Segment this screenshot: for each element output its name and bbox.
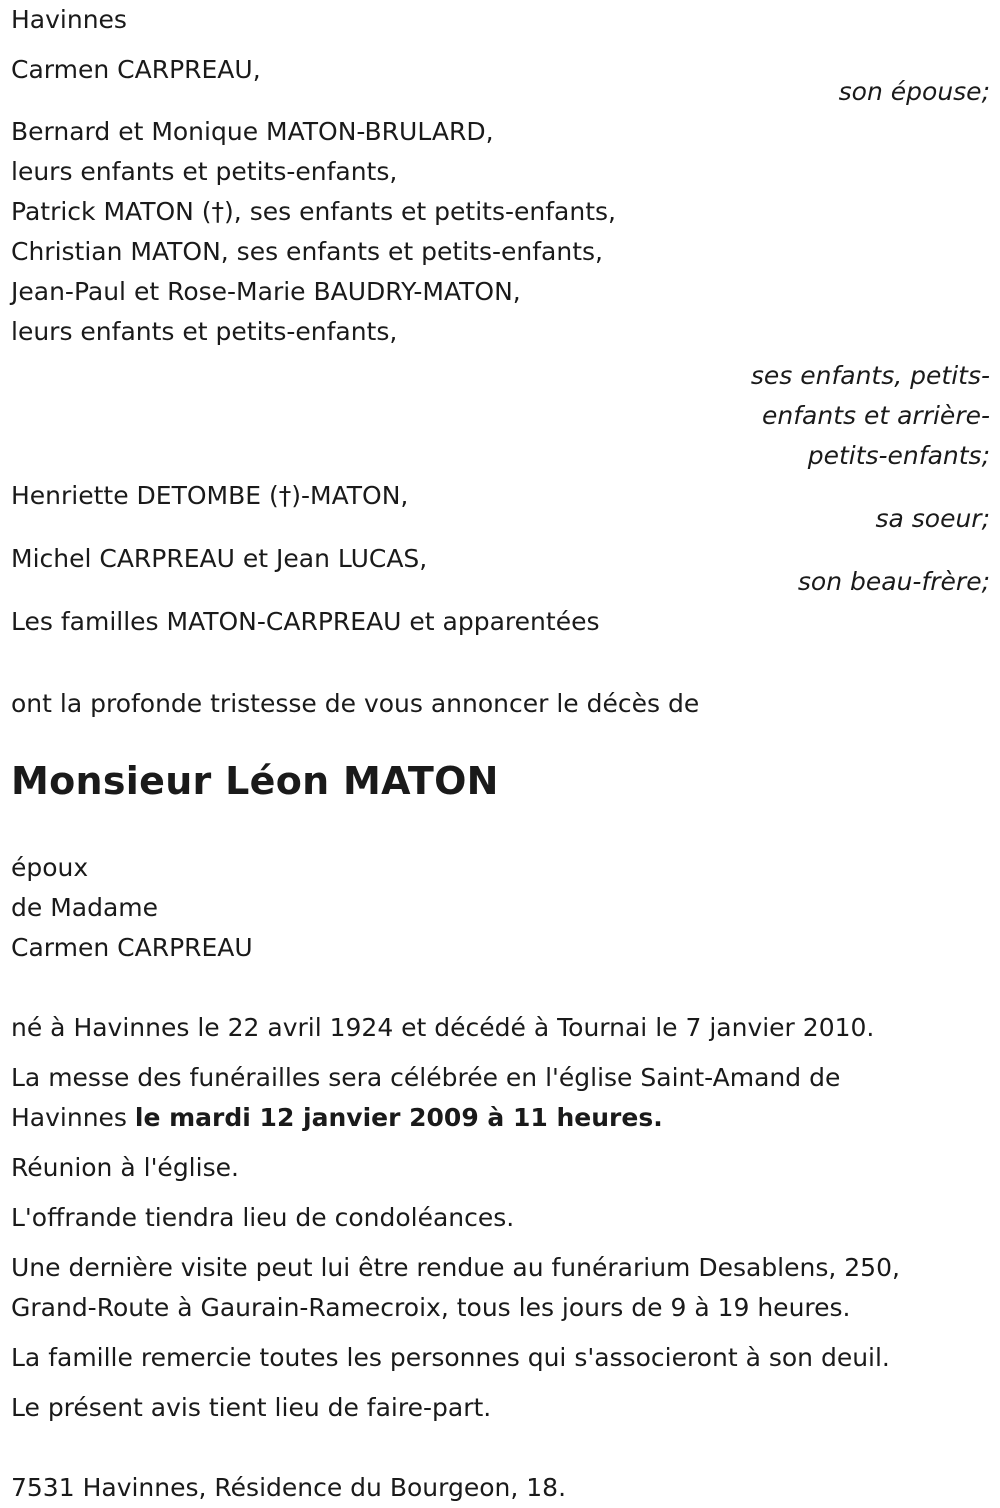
family-role: son épouse; (838, 77, 990, 106)
family-group-children (11, 112, 990, 476)
funeral-line (11, 1098, 990, 1138)
spouse-line: époux (11, 853, 89, 882)
family-line: leurs enfants et petits-enfants, (11, 157, 398, 186)
deceased-name: Monsieur Léon MATON (11, 759, 499, 803)
family-group-brother-in-law (11, 539, 990, 602)
family-line: Christian MATON, ses enfants et petits-enfants, (11, 237, 603, 266)
family-line: Jean-Paul et Rose-Marie BAUDRY-MATON, (11, 277, 521, 306)
funeral-line: La messe des funérailles sera célébrée en l'église Saint-Amand de (11, 1063, 841, 1092)
family-line: leurs enfants et petits-enfants, (11, 317, 398, 346)
family-role (11, 356, 990, 476)
funeral-date: le mardi 12 janvier 2009 à 11 heures. (134, 1103, 663, 1132)
announcement: ont la profonde tristesse de vous annoncer le décès de (11, 689, 700, 718)
family-role: sa soeur; (875, 504, 990, 533)
families-line: Les familles MATON-CARPREAU et apparentées (11, 607, 600, 636)
family-line: Patrick MATON (†), ses enfants et petits-enfants, (11, 197, 616, 226)
family-line: Carmen CARPREAU, (11, 55, 261, 84)
spouse-block (11, 848, 990, 968)
family-line: Bernard et Monique MATON-BRULARD, (11, 117, 494, 146)
offering-info: L'offrande tiendra lieu de condoléances. (11, 1203, 515, 1232)
family-role-line: petits-enfants; (807, 441, 990, 470)
family-line: Henriette DETOMBE (†)-MATON, (11, 481, 409, 510)
funeral-place: Havinnes (11, 1103, 135, 1132)
visit-line: Grand-Route à Gaurain-Ramecroix, tous les jours de 9 à 19 heures. (11, 1293, 851, 1322)
family-group-spouse (11, 50, 990, 112)
meeting-info: Réunion à l'église. (11, 1153, 239, 1182)
thanks-info: La famille remercie toutes les personnes qui s'associeront à son deuil. (11, 1343, 890, 1372)
location-header: Havinnes (11, 5, 127, 34)
address: 7531 Havinnes, Résidence du Bourgeon, 18. (11, 1473, 567, 1502)
funeral-info (11, 1058, 990, 1138)
family-line: Michel CARPREAU et Jean LUCAS, (11, 544, 428, 573)
visit-line: Une dernière visite peut lui être rendue au funérarium Desablens, 250, (11, 1253, 900, 1282)
birth-death: né à Havinnes le 22 avril 1924 et décédé à Tournai le 7 janvier 2010. (11, 1013, 875, 1042)
family-role: son beau-frère; (797, 567, 990, 596)
family-role-line: enfants et arrière- (762, 401, 990, 430)
family-role-line: ses enfants, petits- (750, 361, 990, 390)
notice-info: Le présent avis tient lieu de faire-part. (11, 1393, 492, 1422)
spouse-line: Carmen CARPREAU (11, 933, 253, 962)
spouse-line: de Madame (11, 893, 159, 922)
visit-info (11, 1248, 990, 1328)
family-group-sister (11, 476, 990, 539)
